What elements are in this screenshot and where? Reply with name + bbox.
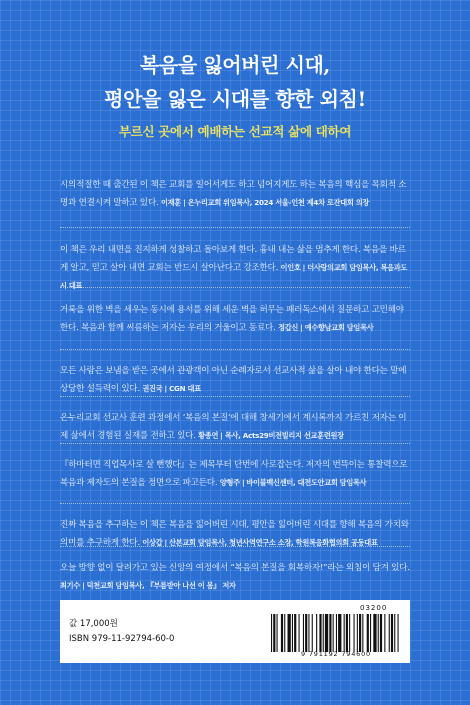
divider xyxy=(60,227,410,228)
barcode-bar xyxy=(303,614,304,652)
divider xyxy=(60,396,410,397)
barcode-bar xyxy=(336,614,337,652)
barcode-bar xyxy=(398,614,399,652)
barcode-bar xyxy=(391,614,393,652)
price: 값 17,000원 xyxy=(69,619,118,629)
divider xyxy=(60,443,410,444)
barcode-addon: 03200 xyxy=(360,604,388,612)
endorsement-source: 이상갑 | 산본교회 담임목사, 청년사역연구소 소장, 학원복음화협의회 공동대표 xyxy=(142,538,378,547)
barcode-bar xyxy=(308,614,309,652)
endorsement-text: 오늘 방향 없이 달려가고 있는 신앙의 여정에서 “복음의 본질을 회복하자!”라는 외침이 담겨 있다. xyxy=(60,563,410,573)
barcode-bar xyxy=(329,614,331,652)
headline-line-2: 평안을 잃은 시대를 향한 외침! xyxy=(104,87,366,111)
barcode-bar xyxy=(359,614,361,652)
divider xyxy=(60,349,410,350)
endorsement-source: 정갑신 | 예수향남교회 담임목사 xyxy=(278,323,374,332)
barcode-bar xyxy=(325,614,328,652)
barcode-bar xyxy=(389,614,390,652)
barcode-bar xyxy=(362,614,363,652)
barcode-bar xyxy=(370,614,371,652)
barcode-bar xyxy=(299,614,300,652)
barcode-bar xyxy=(284,614,285,652)
barcode-bar xyxy=(349,614,350,652)
barcode-bar xyxy=(271,614,272,652)
barcode-bar xyxy=(357,614,358,652)
endorsement-5 xyxy=(60,410,410,445)
barcode-bar xyxy=(338,614,341,652)
divider xyxy=(60,546,410,547)
endorsement-1 xyxy=(60,177,410,212)
barcode-bar xyxy=(373,614,376,652)
barcode-number: 9 791192 794600 xyxy=(301,650,371,658)
endorsement-source: 이인호 | 더사랑의교회 담임목사, 복음과도시 대표 xyxy=(60,263,408,290)
barcode-bar xyxy=(354,614,355,652)
endorsement-source: 이재훈 | 온누리교회 위임목사, 2024 서울-인천 제4차 로잔대회 의장 xyxy=(160,198,369,207)
endorsement-text: 진짜 복음을 추구하는 이 책은 복음을 잃어버린 시대, 평안을 잃어버린 시대를 향해 복음의 가치와 의미를 추구하게 한다. xyxy=(60,520,409,548)
barcode-bar xyxy=(394,614,395,652)
endorsement-8 xyxy=(60,560,410,595)
barcode-bar xyxy=(319,614,321,652)
barcode-bar xyxy=(294,614,296,652)
barcode-bar xyxy=(380,614,382,652)
endorsement-source: 권진국 | CGN 대표 xyxy=(142,384,201,393)
divider xyxy=(60,287,410,288)
endorsement-text: 거룩을 위한 벽을 세우는 동시에 용서를 위해 세운 벽을 허무는 패러독스에서 질문하고 고민해야 한다. 복음과 함께 씨름하는 저자는 우리의 거울이고 동료다. xyxy=(60,305,404,333)
barcode-bar xyxy=(378,614,379,652)
endorsement-6 xyxy=(60,457,410,492)
endorsement-source: 최기수 | 덕천교회 담임목사, 『부름받아 나선 이 몸』 저자 xyxy=(60,581,236,590)
endorsement-4 xyxy=(60,363,410,398)
barcode-bar xyxy=(305,614,307,652)
barcode-bar xyxy=(367,614,369,652)
endorsement-source: 황종연 | 목사, Acts29비전빌리지 선교훈련원장 xyxy=(198,431,344,440)
barcode-bar xyxy=(281,614,283,652)
isbn: ISBN 979-11-92794-60-0 xyxy=(69,634,175,644)
barcode-bar xyxy=(273,614,275,652)
endorsement-text: 온누리교회 선교사 훈련 과정에서 ‘복음의 본질’에 대해 창세기에서 계시록까지 가르친 저자는 이제 삶에서 경험된 실재를 전하고 있다. xyxy=(60,413,407,441)
divider xyxy=(60,503,410,504)
barcode-bar xyxy=(333,614,334,652)
endorsement-text: 시의적절한 때 출간된 이 책은 교회를 일어서게도 하고 넘어지게도 하는 복음의 핵심을 목회적 소명과 연결시켜 말하고 있다. xyxy=(60,180,407,208)
barcode-bar xyxy=(277,614,278,652)
endorsement-source: 양형주 | 바이블백신센터, 대전도안교회 담임목사 xyxy=(219,478,367,487)
barcode-bar xyxy=(312,614,313,652)
barcode-bar xyxy=(292,614,293,652)
endorsement-text: 모든 사람은 보냄을 받은 곳에서 관광객이 아닌 순례자로서 선교사적 삶을 살아 내야 한다는 말에 상당한 설득력이 있다. xyxy=(60,366,407,394)
barcode-bar xyxy=(288,614,291,652)
subtitle: 부르신 곳에서 예배하는 선교적 삶에 대하여 xyxy=(118,124,352,139)
barcode xyxy=(271,614,401,652)
barcode-bar xyxy=(323,614,324,652)
headline-line-1: 복음을 잃어버린 시대, xyxy=(140,53,330,77)
endorsement-text: 『하마터면 직업목사로 살 뻔했다』는 제목부터 단번에 사로잡는다. 저자의 번뜩이는 통찰력으로 복음과 제자도의 본질을 정면으로 파고든다. xyxy=(60,460,408,488)
barcode-bar xyxy=(384,614,385,652)
barcode-bar xyxy=(344,614,345,652)
endorsement-text: 이 책은 우리 내면을 진지하게 성찰하고 돌아보게 한다. 흉내 내는 삶을 멈추게 한다. 복음을 바르게 알고, 믿고 살아 내면 교회는 반드시 살아난다고 강조한다. xyxy=(60,245,406,273)
barcode-bar xyxy=(316,614,317,652)
endorsement-3 xyxy=(60,302,410,337)
barcode-bar xyxy=(346,614,348,652)
